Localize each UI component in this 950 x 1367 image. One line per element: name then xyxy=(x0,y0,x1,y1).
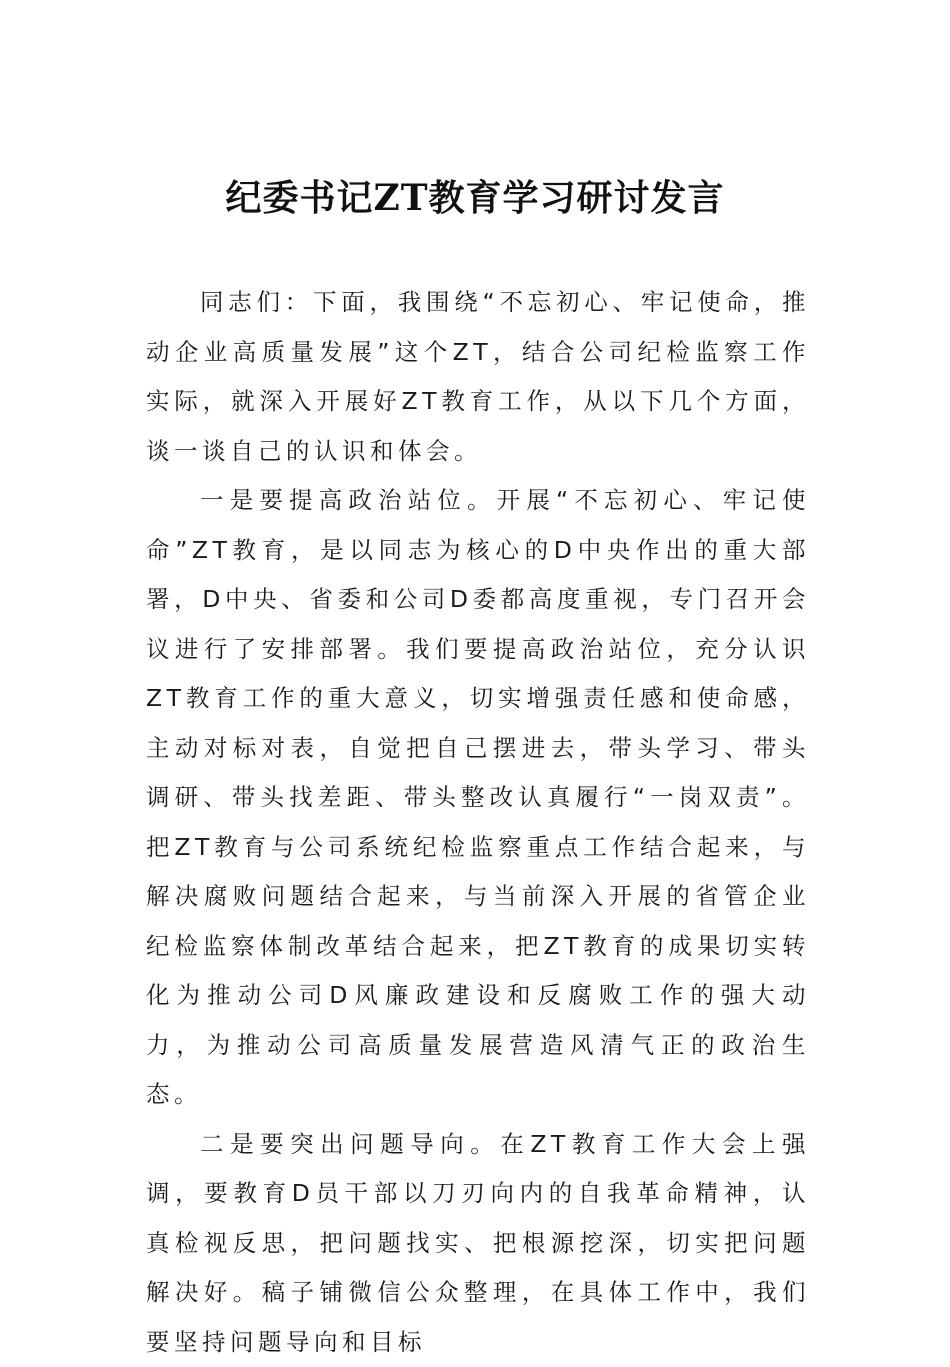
document-title: 纪委书记ZT教育学习研讨发言 xyxy=(0,170,950,226)
paragraph-problem-orientation: 二是要突出问题导向。在ZT教育工作大会上强调，要教育D员干部以刀刃向内的自我革命精神，认真检视反思，把问题找实、把根源挖深，切实把问题解决好。稿子铺微信公众整理，在具体工作中，我们要坚持问题导向和目标 xyxy=(146,1120,810,1367)
document-body xyxy=(146,278,810,1367)
paragraph-political-stance: 一是要提高政治站位。开展“不忘初心、牢记使命”ZT教育，是以同志为核心的D中央作出的重大部署，D中央、省委和公司D委都高度重视，专门召开会议进行了安排部署。我们要提高政治站位，充分认识ZT教育工作的重大意义，切实增强责任感和使命感，主动对标对表，自觉把自己摆进去，带头学习、带头调研、带头找差距、带头整改认真履行“一岗双责”。把ZT教育与公司系统纪检监察重点工作结合起来，与解决腐败问题结合起来，与当前深入开展的省管企业纪检监察体制改革结合起来，把ZT教育的成果切实转化为推动公司D风廉政建设和反腐败工作的强大动力，为推动公司高质量发展营造风清气正的政治生态。 xyxy=(146,476,810,1120)
paragraph-opening: 同志们：下面，我围绕“不忘初心、牢记使命，推动企业高质量发展”这个ZT，结合公司纪检监察工作实际，就深入开展好ZT教育工作，从以下几个方面，谈一谈自己的认识和体会。 xyxy=(146,278,810,476)
